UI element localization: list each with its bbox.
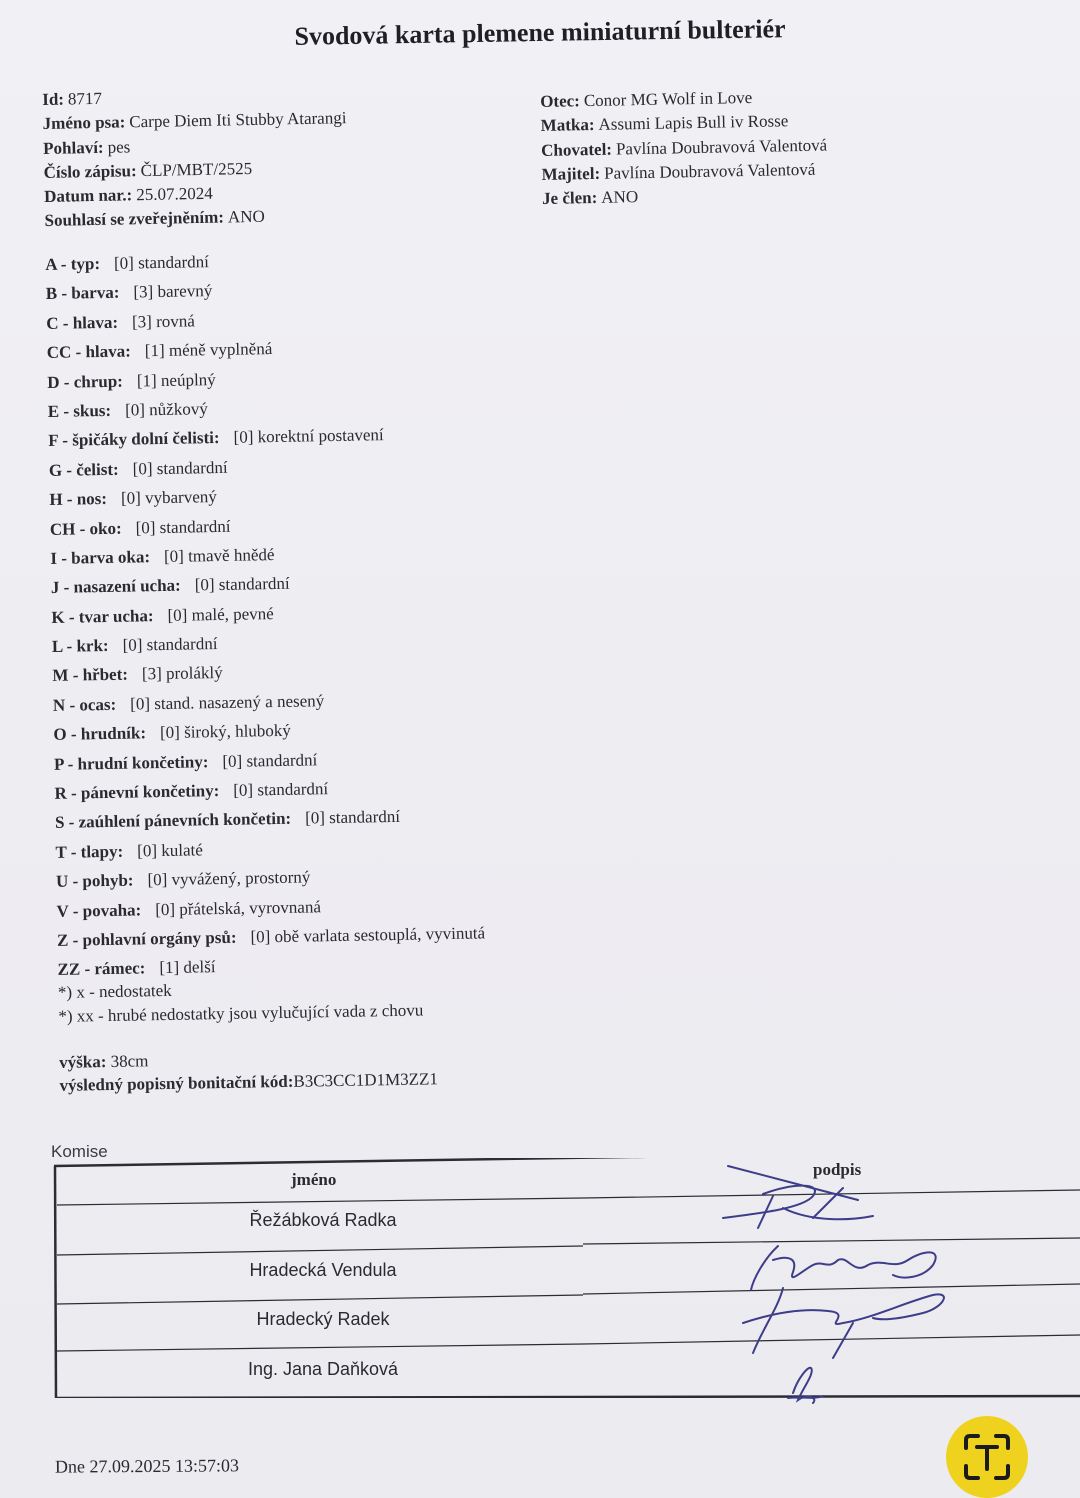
dog-info [42, 79, 515, 234]
trait-code: CC - hlava: [46, 341, 132, 363]
code-value: B3C3CC1D1M3ZZ1 [293, 1069, 439, 1091]
text-scan-button[interactable] [946, 1416, 1028, 1498]
trait-value: [3] barevný [133, 281, 213, 302]
consent-value: ANO [227, 207, 265, 227]
signature-image [773, 1358, 853, 1408]
trait-value: [0] vyvážený, prostorný [147, 867, 311, 890]
sex-value: pes [107, 136, 131, 157]
trait-code: V - povaha: [56, 900, 142, 921]
trait-code: O - hrudník: [53, 723, 147, 745]
member-label: Je člen: [541, 188, 598, 209]
traits-list [45, 237, 820, 1097]
breeder-label: Chovatel: [540, 139, 613, 160]
trait-value: [1] neúplný [136, 369, 216, 390]
trait-code: U - pohyb: [55, 870, 134, 892]
name-value: Carpe Diem Iti Stubby Atarangi [129, 108, 347, 132]
trait-code: R - pánevní končetiny: [54, 781, 220, 803]
father-label: Otec: [540, 91, 581, 111]
text-scan-icon [946, 1416, 1028, 1498]
trait-value: [0] standardní [122, 634, 218, 655]
trait-value: [3] rovná [131, 311, 195, 332]
trait-code: E - skus: [47, 400, 112, 421]
trait-code: J - nasazení ucha: [50, 575, 181, 598]
commission-member: Řežábková Radka [249, 1210, 397, 1230]
trait-code: A - typ: [45, 254, 101, 274]
trait-code: F - špičáky dolní čelisti: [48, 428, 220, 451]
signature-image [683, 1158, 983, 1238]
trait-value: [0] tmavě hnědé [163, 544, 275, 566]
trait-value: [0] standardní [222, 749, 318, 771]
trait-code: S - zaúhlení pánevních končetin: [54, 809, 292, 833]
code-label: výsledný popisný bonitační kód: [59, 1071, 294, 1095]
trait-value: [3] proláklý [141, 663, 223, 684]
breeder-value: Pavlína Doubravová Valentová [615, 135, 828, 159]
trait-value: [0] přátelská, vyrovnaná [155, 896, 322, 919]
trait-code: G - čelist: [48, 459, 119, 480]
reg-label: Číslo zápisu: [43, 161, 137, 182]
trait-value: [0] stand. nasazený a nesený [130, 691, 325, 714]
trait-value: [0] standardní [304, 807, 401, 828]
trait-value: [0] malé, pevné [167, 603, 274, 625]
trait-code: CH - oko: [49, 518, 122, 539]
trait-value: [0] standardní [113, 252, 210, 273]
note-minor-defect: *) x - nedostatek [57, 980, 172, 1002]
height-label: výška: [59, 1051, 107, 1072]
column-header-name: jméno [291, 1170, 337, 1189]
commission-member: Hradecká Vendula [249, 1260, 397, 1280]
trait-code: D - chrup: [47, 371, 124, 392]
trait-code: B - barva: [45, 283, 120, 304]
note-major-defect: *) xx - hrubé nedostatky jsou vylučující vada z chovu [58, 1000, 424, 1026]
summary [59, 1037, 820, 1096]
trait-code: Z - pohlavní orgány psů: [56, 927, 237, 950]
trait-value: [0] široký, hluboký [159, 721, 291, 743]
signature-image [733, 1283, 973, 1363]
trait-code: L - krk: [51, 636, 109, 657]
height-value: 38cm [110, 1051, 149, 1071]
trait-value: [0] vybarvený [120, 487, 217, 508]
owner-value: Pavlína Doubravová Valentová [603, 159, 816, 183]
trait-code: C - hlava: [46, 312, 119, 333]
trait-code: N - ocas: [52, 694, 117, 715]
trait-value: [0] obě varlata sestouplá, vyvinutá [250, 923, 486, 947]
id-value: 8717 [67, 88, 103, 109]
trait-value: [0] kulaté [137, 840, 203, 861]
id-label: Id: [42, 89, 65, 109]
reg-value: ČLP/MBT/2525 [140, 158, 253, 181]
name-label: Jméno psa: [42, 112, 126, 134]
mother-value: Assumi Lapis Bull iv Rosse [598, 111, 789, 135]
trait-code: P - hrudní končetiny: [53, 751, 209, 774]
trait-code: T - tlapy: [55, 841, 124, 862]
sex-label: Pohlaví: [42, 137, 104, 158]
trait-value: [0] standardní [135, 516, 231, 537]
trait-code: ZZ - rámec: [57, 958, 146, 980]
trait-code: M - hřbet: [52, 665, 129, 686]
trait-value: [1] méně vyplněná [144, 339, 273, 361]
date-line: Dne 27.09.2025 13:57:03 [54, 1455, 240, 1477]
trait-value: [0] standardní [233, 779, 329, 800]
column-header-signature: podpis [813, 1160, 862, 1179]
commission-table [53, 1158, 1080, 1398]
mother-label: Matka: [540, 115, 595, 136]
commission-member: Hradecký Radek [256, 1309, 390, 1329]
trait-code: K - tvar ucha: [51, 605, 154, 627]
owner-label: Majitel: [541, 163, 601, 184]
birth-label: Datum nar.: [43, 185, 133, 207]
consent-label: Souhlasí se zveřejněním: [44, 208, 225, 231]
trait-code: I - barva oka: [50, 547, 151, 568]
parents-info [540, 80, 1042, 211]
trait-value: [0] nůžkový [124, 399, 208, 420]
commission-label: Komise [51, 1142, 108, 1161]
commission-member: Ing. Jana Daňková [247, 1359, 399, 1379]
trait-value: [0] standardní [194, 574, 290, 595]
father-value: Conor MG Wolf in Love [583, 87, 753, 111]
trait-value: [0] standardní [132, 457, 228, 479]
trait-value: [1] delší [159, 957, 216, 978]
document-title: Svodová karta plemene miniaturní bulteriér [294, 14, 786, 51]
trait-value: [0] korektní postavení [233, 425, 384, 448]
birth-value: 25.07.2024 [136, 183, 213, 205]
member-value: ANO [601, 187, 639, 208]
trait-code: H - nos: [49, 489, 108, 510]
